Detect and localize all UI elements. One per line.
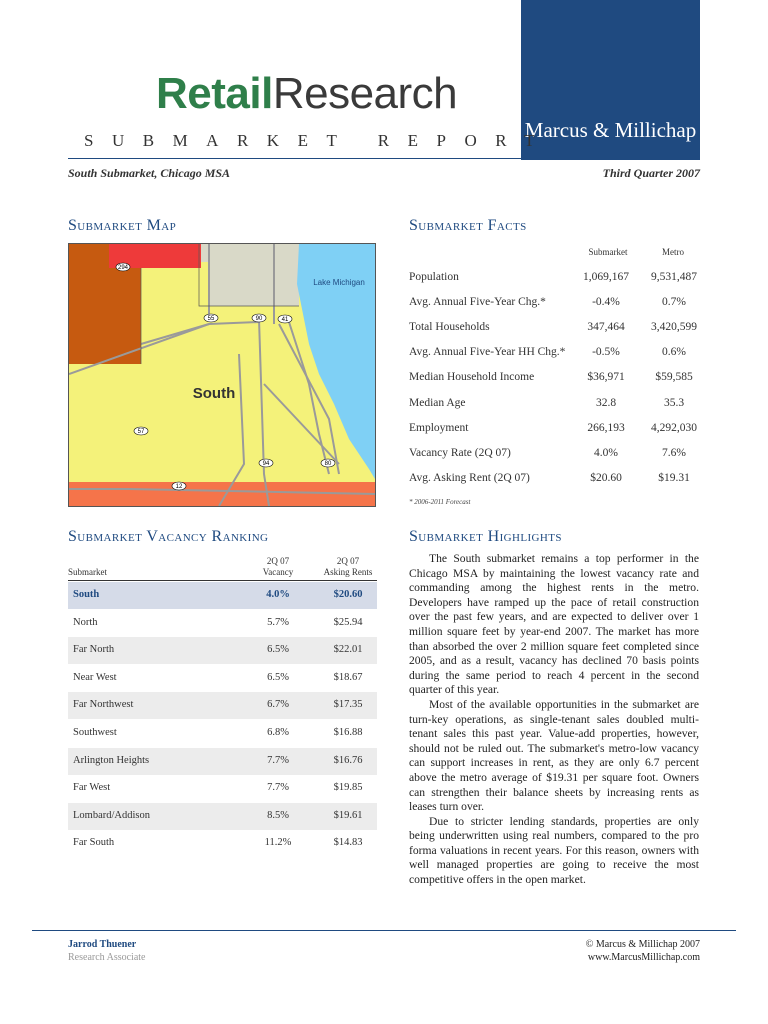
- facts-row: [409, 296, 705, 321]
- facts-row: [409, 447, 705, 472]
- facts-submarket-value: -0.5%: [592, 346, 620, 359]
- ranking-row: [68, 720, 377, 747]
- ranking-submarket-name: Near West: [73, 671, 117, 683]
- facts-submarket-value: $20.60: [590, 471, 622, 484]
- map-label-region: South: [192, 385, 236, 402]
- facts-heading: Submarket Facts: [409, 217, 527, 234]
- ranking-submarket-name: Lombard/Addison: [73, 809, 150, 821]
- ranking-vacancy-value: 7.7%: [267, 754, 289, 766]
- title-retail: Retail: [156, 69, 273, 118]
- facts-label: Vacancy Rate (2Q 07): [409, 446, 511, 459]
- facts-submarket-value: -0.4%: [592, 296, 620, 309]
- ranking-row: [68, 637, 377, 664]
- ranking-col-vacancy-line2: Vacancy: [262, 567, 294, 577]
- ranking-row: [68, 830, 377, 857]
- ranking-row: [68, 665, 377, 692]
- ranking-rent-value: $25.94: [333, 616, 363, 628]
- facts-label: Avg. Annual Five-Year HH Chg.*: [409, 346, 566, 359]
- author-title: Research Associate: [68, 952, 146, 963]
- shield-55: 55: [207, 316, 215, 322]
- ranking-row: [68, 610, 377, 637]
- facts-submarket-value: 347,464: [587, 321, 625, 334]
- facts-metro-value: 35.3: [663, 396, 685, 409]
- ranking-vacancy-value: 6.8%: [267, 727, 289, 738]
- facts-col-submarket: Submarket: [588, 247, 628, 257]
- facts-label: Median Age: [409, 396, 466, 409]
- ranking-vacancy-value: 11.2%: [264, 837, 292, 849]
- ranking-submarket-name: Southwest: [73, 727, 117, 738]
- facts-label: Population: [409, 271, 459, 283]
- facts-label: Median Household Income: [409, 371, 535, 384]
- facts-metro-value: 3,420,599: [651, 321, 697, 334]
- map-label-lake: Lake Michigan: [313, 278, 365, 287]
- ranking-rent-value: $19.85: [333, 782, 363, 794]
- highlights-body: [409, 552, 699, 888]
- footer-rule: [32, 930, 736, 931]
- highlights-paragraph: Due to stricter lending standards, properties are only being underwritten using real numbers, compared to the pro forma valuations in recent years. For this reason, owners with well managed properties are going to receive the most competitive offers in the open market.: [409, 814, 699, 887]
- ranking-rent-value: $20.60: [333, 589, 363, 600]
- ranking-submarket-name: North: [73, 616, 98, 628]
- shield-57: 57: [137, 429, 145, 435]
- ranking-rent-value: $16.76: [333, 754, 363, 766]
- submarket-location: South Submarket, Chicago MSA: [68, 166, 231, 180]
- facts-metro-value: 7.6%: [662, 446, 686, 459]
- brand-logo: Marcus & Millichap: [524, 118, 697, 142]
- facts-label: Total Households: [409, 321, 490, 334]
- facts-metro-value: 4,292,030: [651, 421, 697, 434]
- highlights-heading: Submarket Highlights: [409, 528, 562, 545]
- ranking-col-vacancy-line1: 2Q 07: [266, 556, 290, 566]
- ranking-rent-value: $16.88: [333, 727, 363, 738]
- facts-row: [409, 371, 705, 396]
- ranking-row: [68, 582, 377, 609]
- ranking-row: [68, 803, 377, 830]
- ranking-header-rule: [68, 580, 377, 581]
- facts-col-metro: Metro: [662, 247, 684, 257]
- ranking-rent-value: $14.83: [333, 837, 363, 849]
- facts-metro-value: $59,585: [655, 371, 693, 384]
- report-subtitle: SUBMARKET REPORT: [84, 131, 553, 150]
- ranking-submarket-name: Far Northwest: [73, 699, 134, 711]
- ranking-col-vacancy: [248, 556, 308, 578]
- facts-label: Avg. Asking Rent (2Q 07): [409, 471, 530, 484]
- shield-41: 41: [281, 317, 289, 323]
- facts-row: [409, 422, 705, 447]
- facts-row: [409, 472, 705, 497]
- header-rule: [68, 158, 700, 159]
- ranking-rent-value: $17.35: [333, 699, 363, 711]
- ranking-heading: Submarket Vacancy Ranking: [68, 528, 269, 545]
- facts-metro-value: 0.7%: [662, 296, 686, 309]
- ranking-row: [68, 748, 377, 775]
- highlights-paragraph: Most of the available opportunities in the submarket are turn-key operations, as single-tenant sales doubled multi-tenant sales this past year. Value-add properties, however, should not be ruled out. The submarket's metro-low vacancy can support increases in rent, as they are only 6.7 percent above the metro average of $19.31 per square foot. Owners can strengthen their balance sheets by increasing rents as leases turn over.: [409, 697, 699, 814]
- highlights-paragraph: The South submarket remains a top performer in the Chicago MSA by maintaining the lowest vacancy rate and commanding among the highest rents in the metro. Developers have ramped up the pace of retail construction over the past few years, and are expected to deliver over 1 million square feet by year-end 2007. The market has more than absorbed the over 2 million square feet completed since 2005, and as a result, vacancy has declined 70 basis points during the same period to reach 4 percent in the second quarter of this year.: [409, 552, 699, 697]
- shield-80: 80: [324, 461, 332, 467]
- ranking-vacancy-value: 6.5%: [267, 671, 289, 683]
- facts-footnote: * 2006-2011 Forecast: [409, 498, 471, 506]
- author-name: Jarrod Thuener: [68, 939, 137, 950]
- facts-metro-value: 0.6%: [662, 346, 686, 359]
- ranking-rent-value: $22.01: [333, 644, 363, 656]
- ranking-submarket-name: Far South: [73, 837, 115, 849]
- submarket-map: [68, 243, 376, 507]
- facts-label: Employment: [409, 421, 469, 434]
- ranking-rent-value: $19.61: [333, 809, 363, 821]
- shield-294: 294: [117, 265, 129, 271]
- ranking-vacancy-value: 8.5%: [267, 809, 289, 821]
- facts-row: [409, 271, 705, 296]
- facts-submarket-value: 266,193: [587, 421, 625, 434]
- facts-row: [409, 397, 705, 422]
- ranking-col-submarket: Submarket: [68, 567, 107, 577]
- copyright: © Marcus & Millichap 2007: [585, 939, 700, 950]
- report-title: [156, 69, 458, 118]
- ranking-row: [68, 692, 377, 719]
- ranking-vacancy-value: 7.7%: [267, 782, 289, 794]
- facts-metro-value: 9,531,487: [651, 271, 697, 283]
- ranking-submarket-name: South: [73, 589, 100, 600]
- map-heading: Submarket Map: [68, 217, 177, 234]
- ranking-rent-value: $18.67: [333, 671, 363, 683]
- facts-row: [409, 346, 705, 371]
- ranking-submarket-name: Far North: [73, 644, 115, 656]
- facts-submarket-value: 4.0%: [594, 446, 618, 459]
- website-link[interactable]: www.MarcusMillichap.com: [587, 952, 700, 963]
- facts-metro-value: $19.31: [658, 471, 690, 484]
- facts-submarket-value: $36,971: [587, 371, 625, 384]
- facts-submarket-value: 1,069,167: [583, 271, 629, 283]
- ranking-submarket-name: Arlington Heights: [73, 754, 150, 766]
- shield-90: 90: [255, 316, 263, 322]
- ranking-vacancy-value: 4.0%: [266, 589, 290, 600]
- map-graphic: [69, 244, 375, 506]
- ranking-col-rent-line1: 2Q 07: [336, 556, 360, 566]
- facts-row: [409, 321, 705, 346]
- ranking-vacancy-value: 6.7%: [267, 699, 289, 711]
- ranking-col-rent-line2: Asking Rents: [323, 567, 373, 577]
- facts-submarket-value: 32.8: [595, 396, 617, 409]
- shield-12: 12: [175, 484, 183, 490]
- report-quarter: Third Quarter 2007: [602, 166, 700, 180]
- shield-94: 94: [262, 461, 270, 467]
- ranking-submarket-name: Far West: [73, 782, 111, 794]
- title-research: Research: [272, 69, 458, 118]
- ranking-row: [68, 775, 377, 802]
- facts-label: Avg. Annual Five-Year Chg.*: [409, 296, 546, 309]
- ranking-vacancy-value: 6.5%: [267, 644, 289, 656]
- ranking-col-rent: [312, 556, 384, 578]
- ranking-vacancy-value: 5.7%: [267, 616, 289, 628]
